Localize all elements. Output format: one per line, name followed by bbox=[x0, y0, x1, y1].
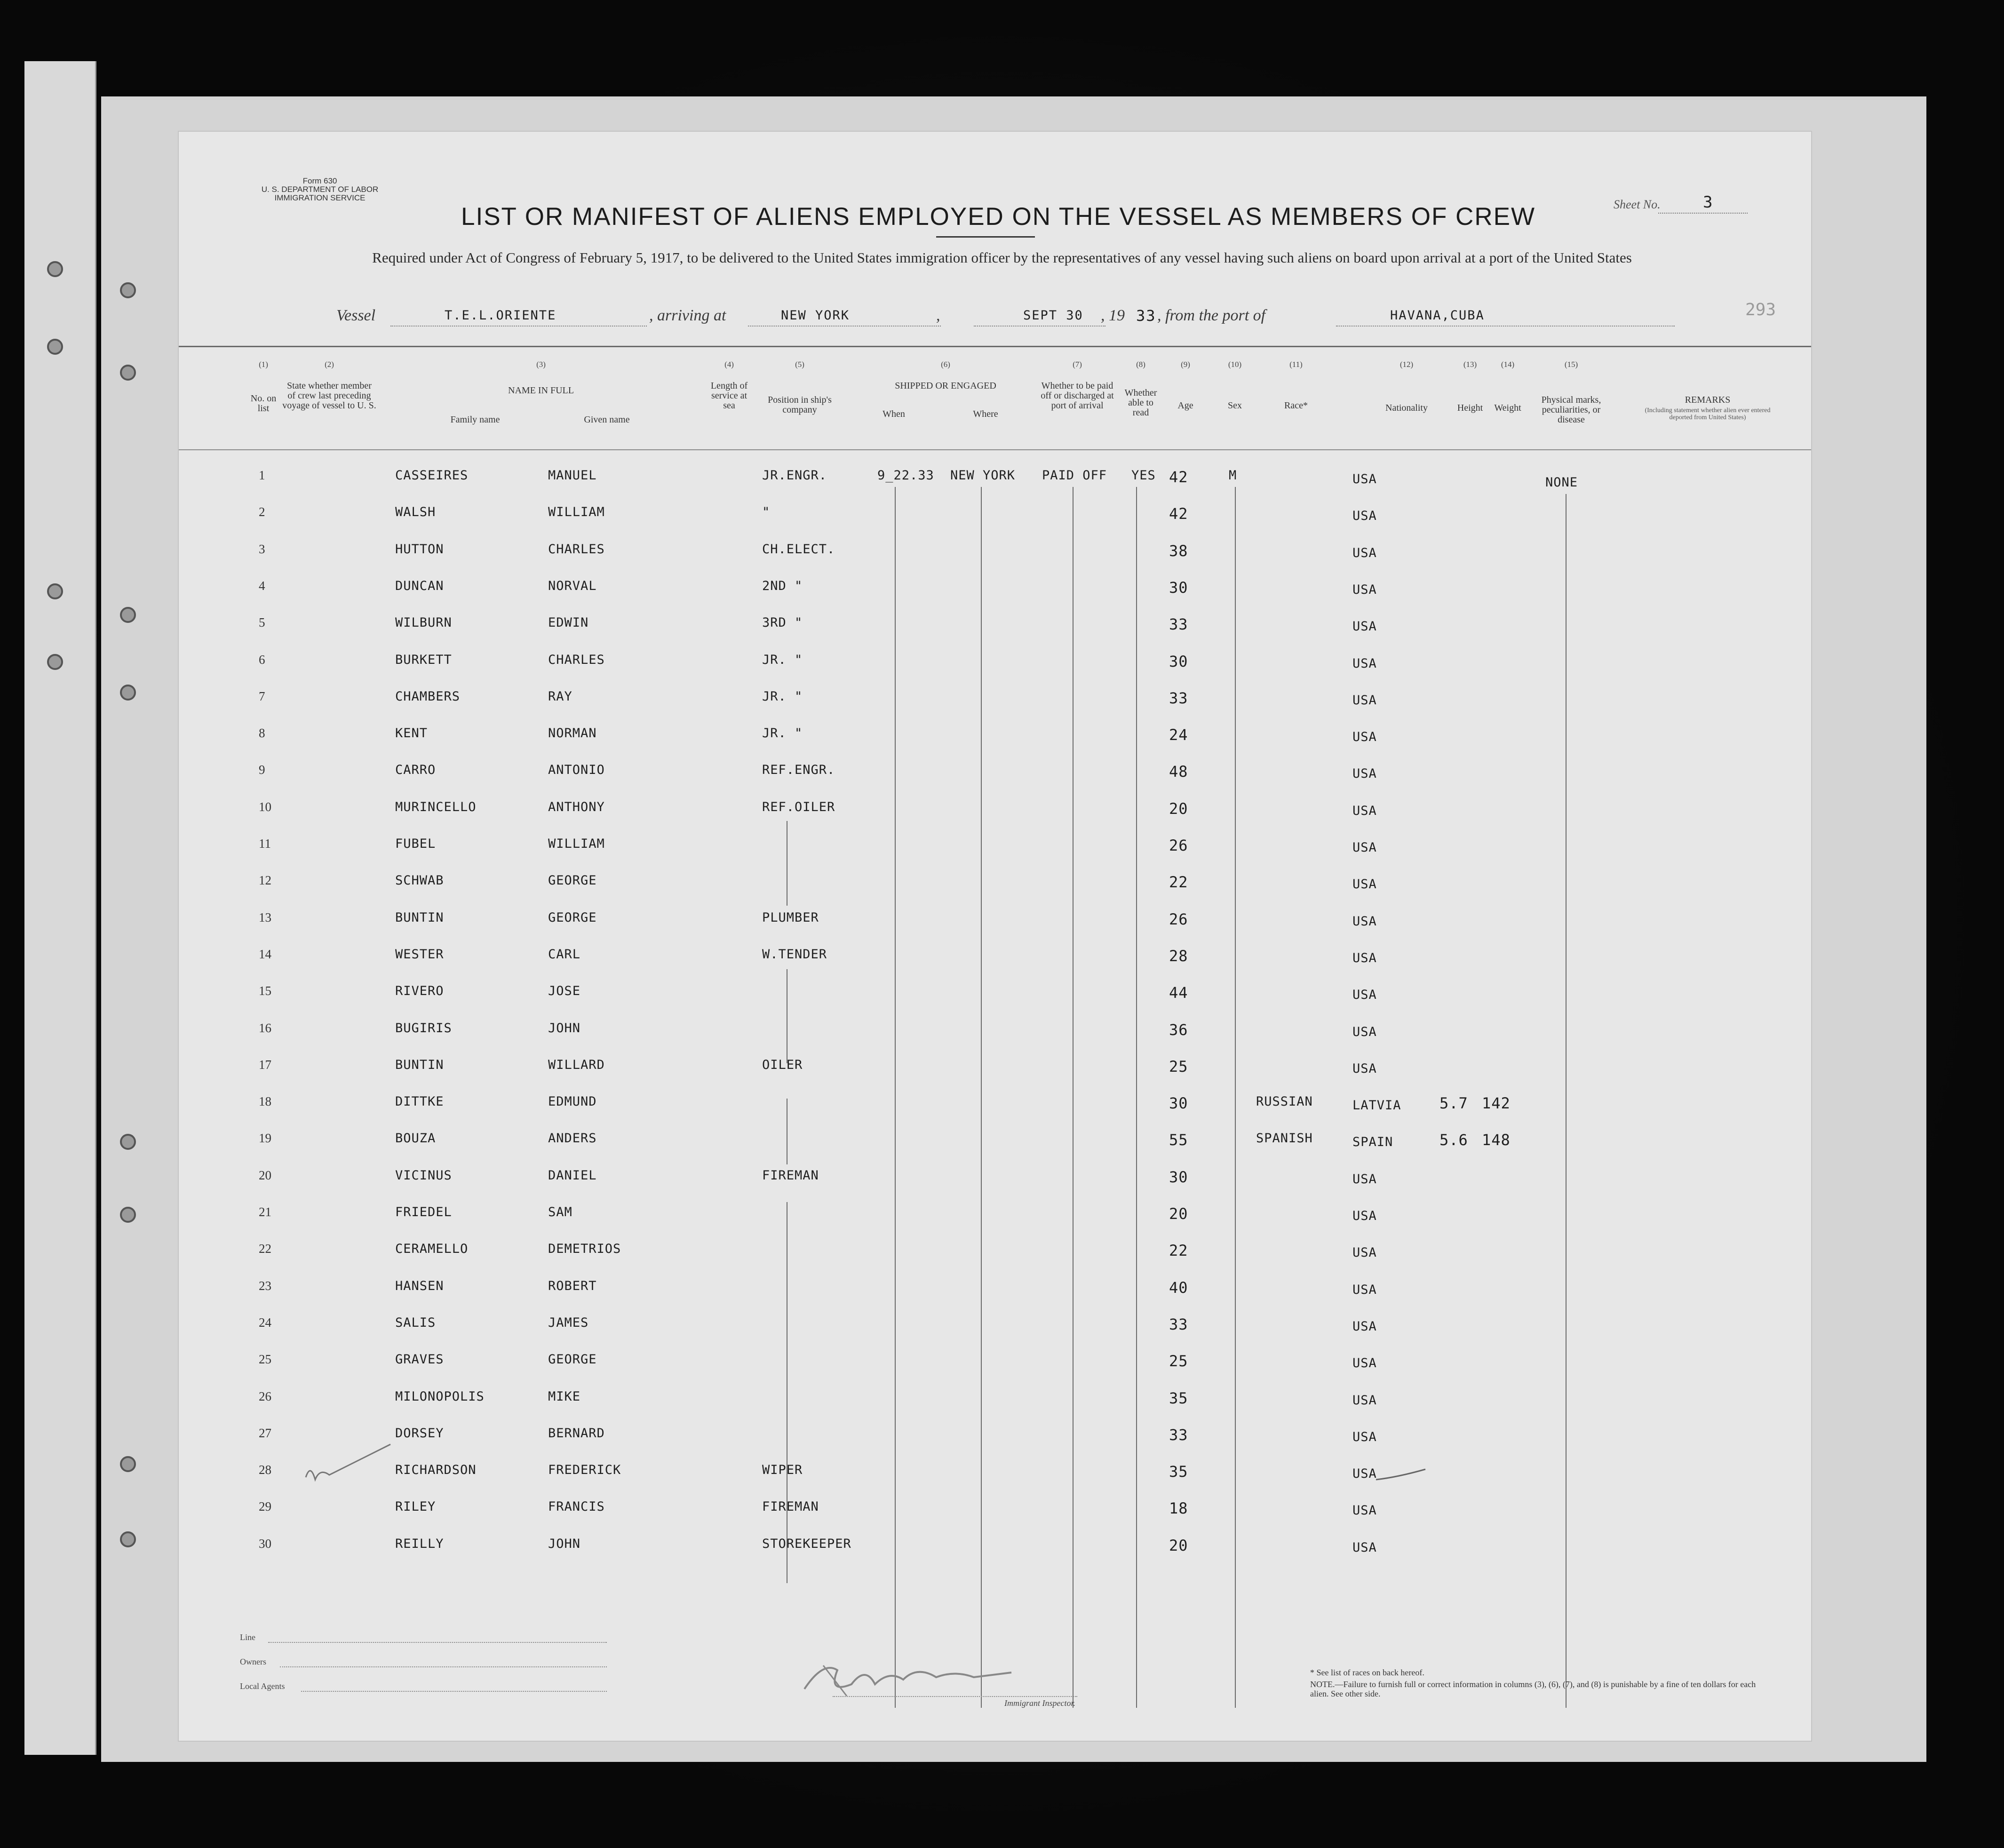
date-rule bbox=[974, 326, 1105, 327]
given-name: ANTHONY bbox=[548, 799, 605, 814]
given-name: WILLIAM bbox=[548, 505, 605, 520]
row-number: 6 bbox=[259, 652, 265, 667]
binder-hole bbox=[120, 1134, 136, 1150]
binder-hole bbox=[120, 685, 136, 701]
nationality: USA bbox=[1352, 1319, 1377, 1334]
given-name: GEORGE bbox=[548, 1352, 597, 1367]
given-name: WILLIAM bbox=[548, 836, 605, 851]
given-name: CARL bbox=[548, 947, 581, 962]
nationality: USA bbox=[1352, 1171, 1377, 1187]
vessel-label: Vessel bbox=[336, 307, 376, 324]
age: 55 bbox=[1169, 1131, 1188, 1149]
title-rule bbox=[936, 236, 1035, 238]
ditto-line-where bbox=[981, 487, 982, 1708]
manifest-page: Form 630 U. S. DEPARTMENT OF LABOR IMMIGRATION SERVICE LIST OR MANIFEST OF ALIENS EMPLOYED ON THE VESSEL AS MEMBERS OF CREW Sheet No. 3 Required under Act of Congress of February 5, 1917, to be delivered to the United States immigration officer by the representatives of any vessel having such aliens on board upon arrival at a port of the United States Vessel T.E.L.ORIENTE , arriving at NEW YORK , SEPT 30 , 19 33 , from the port of HAVANA,CUBA 293 (1) No. on list (2) State whether member of crew last preceding voyage of vessel to U. S. (3) NAME IN FULL (4) Length of service at sea (5) Position in ship's company (6) SHIPPED OR ENGAGED (7) Whether to be paid off or discharged at port of arrival (8) Whether able to read (9) Age (10) Sex (11) Race* (12) Nationality (13) Height (14) Weight (15) Physical marks, peculiarities, or disease Family name Given name When Where REMARKS (Including statement whether alien ever entered deported from United States) 1 CASSEIRES MANUEL JR.ENGR. 42 USA 2 WALSH WILLIAM " 42 USA 3 HUTTON CHARLES CH.ELECT. 38 USA 4 DUNCAN NORVAL 2ND " 30 USA 5 WILBURN EDWIN 3RD " 33 USA 6 BURKETT CHARLES JR. " 30 USA 7 CHAMBERS RAY JR. " 33 USA 8 KENT NORMAN JR. " 24 USA 9 CARRO ANTONIO REF.ENGR. 48 USA 10 MURINCELLO ANTHONY REF.OILER 20 USA 11 FUBEL WILLIAM 26 USA 12 SCHWAB GEORGE 22 USA 13 BUNTIN GEORGE PLUMBER 26 USA 14 WESTER CARL W.TENDER 28 USA 15 RIVERO JOSE 44 USA 16 BUGIRIS JOHN 36 USA 17 BUNTIN WILLARD OILER 25 USA 18 DITTKE EDMUND 30 RUSSIAN LATVIA 5.7 142 19 BOUZA ANDERS 55 SPANISH SPAIN 5.6 148 20 VICINUS DANIEL FIREMAN 30 USA 21 FRIEDEL SAM 20 USA 22 CERAMELLO DEMETRIOS 22 USA 23 HANSEN ROBERT 40 USA 24 SALIS JAMES 33 USA 25 GRAVES GEORGE 25 USA 26 MILONOPOLIS MIKE 35 USA 27 DORSEY BERNARD 33 USA 28 RICHARDSON FREDERICK WIPER 35 USA 29 RILEY FRANCIS FIREMAN 18 USA 30 REILLY JOHN STOREKEEPER 20 USA 9_22.33 NEW YORK PAID OFF YES M NONE Line Owners Local Agents Immigrant Inspector. * See list of races on back hereof. NOTE.—Failure to furnish full or correct information in columns (3), (6), (7), and (8) is punishable by a fine of ten dollars for each alien. See other side. bbox=[179, 132, 1811, 1741]
height: 5.7 bbox=[1439, 1094, 1468, 1113]
family-name: BUGIRIS bbox=[395, 1020, 452, 1036]
age: 35 bbox=[1169, 1389, 1188, 1407]
position: 3RD " bbox=[762, 615, 803, 630]
family-name: RILEY bbox=[395, 1499, 436, 1514]
family-name: FRIEDEL bbox=[395, 1205, 452, 1219]
corner-number: 293 bbox=[1745, 300, 1776, 319]
age: 20 bbox=[1169, 1536, 1188, 1554]
column-number-c4: (4) bbox=[724, 360, 734, 369]
position: STOREKEEPER bbox=[762, 1536, 851, 1551]
given-name: EDMUND bbox=[548, 1094, 597, 1109]
given-name: RAY bbox=[548, 689, 573, 704]
family-name: HANSEN bbox=[395, 1278, 444, 1293]
row-number: 30 bbox=[259, 1536, 271, 1551]
age: 33 bbox=[1169, 615, 1188, 634]
nationality: USA bbox=[1352, 1393, 1377, 1408]
nationality: USA bbox=[1352, 1024, 1377, 1039]
position: JR. " bbox=[762, 689, 803, 704]
column-number-c2: (2) bbox=[325, 360, 334, 369]
family-name: FUBEL bbox=[395, 836, 436, 851]
family-name: WILBURN bbox=[395, 615, 452, 630]
inspector-label: Immigrant Inspector. bbox=[1004, 1698, 1075, 1708]
column-header-c10: Sex bbox=[1228, 400, 1242, 411]
owners-label: Owners bbox=[240, 1657, 266, 1666]
column-header-c8: Whether able to read bbox=[1124, 388, 1157, 418]
family-name: REILLY bbox=[395, 1536, 444, 1551]
subtitle: Required under Act of Congress of February 5, 1917, to be delivered to the United States immigration officer by the representatives of any vessel having such aliens on board upon arrival at a port of the United States bbox=[372, 249, 1632, 266]
binder-hole bbox=[47, 654, 63, 670]
nationality: USA bbox=[1352, 803, 1377, 818]
nationality: USA bbox=[1352, 914, 1377, 929]
family-name: DUNCAN bbox=[395, 578, 444, 593]
given-name: GEORGE bbox=[548, 910, 597, 925]
position: FIREMAN bbox=[762, 1499, 819, 1514]
family-name: VICINUS bbox=[395, 1168, 452, 1183]
family-name: HUTTON bbox=[395, 542, 444, 557]
age: 25 bbox=[1169, 1352, 1188, 1370]
binder-hole bbox=[47, 339, 63, 355]
nationality: USA bbox=[1352, 619, 1377, 634]
nationality: USA bbox=[1352, 766, 1377, 781]
age: 44 bbox=[1169, 984, 1188, 1002]
given-name: EDWIN bbox=[548, 615, 589, 630]
given-name: NORMAN bbox=[548, 726, 597, 741]
row-number: 11 bbox=[259, 836, 271, 851]
nationality: USA bbox=[1352, 1245, 1377, 1260]
column-header-c4: Length of service at sea bbox=[710, 381, 748, 411]
given-name: CHARLES bbox=[548, 652, 605, 667]
given-name: NORVAL bbox=[548, 578, 597, 593]
age: 26 bbox=[1169, 910, 1188, 928]
column-number-c11: (11) bbox=[1289, 360, 1303, 369]
nationality: USA bbox=[1352, 472, 1377, 486]
age: 42 bbox=[1169, 468, 1188, 486]
given-name: SAM bbox=[548, 1205, 573, 1219]
given-name: ROBERT bbox=[548, 1278, 597, 1293]
family-name: DITTKE bbox=[395, 1094, 444, 1109]
family-name: BUNTIN bbox=[395, 1057, 444, 1072]
age: 28 bbox=[1169, 947, 1188, 965]
footnote-penalty: NOTE.—Failure to furnish full or correct information in columns (3), (6), (7), and (8) is punishable by a fine of ten dollars for each alien. See other side. bbox=[1310, 1680, 1756, 1698]
when-subheader: When bbox=[883, 409, 905, 419]
column-header-c13: Height bbox=[1457, 403, 1483, 413]
nationality: USA bbox=[1352, 988, 1377, 1003]
nationality: USA bbox=[1352, 1429, 1377, 1444]
family-name: MILONOPOLIS bbox=[395, 1389, 485, 1404]
age: 30 bbox=[1169, 1094, 1188, 1113]
row-number: 26 bbox=[259, 1389, 271, 1403]
column-number-c5: (5) bbox=[795, 360, 804, 369]
column-number-c10: (10) bbox=[1228, 360, 1242, 369]
nationality: USA bbox=[1352, 1282, 1377, 1297]
margin-check-mark bbox=[301, 1435, 400, 1487]
given-name: MIKE bbox=[548, 1389, 581, 1404]
column-number-c1: (1) bbox=[259, 360, 268, 369]
given-name: JOSE bbox=[548, 984, 581, 999]
position: WIPER bbox=[762, 1463, 803, 1478]
given-name: JOHN bbox=[548, 1536, 581, 1551]
family-name: SCHWAB bbox=[395, 873, 444, 888]
owners-rule bbox=[280, 1666, 607, 1667]
from-port: HAVANA,CUBA bbox=[1390, 308, 1485, 323]
footnote-races: * See list of races on back hereof. bbox=[1310, 1668, 1424, 1677]
able-to-read: YES bbox=[1131, 468, 1156, 483]
row-number: 16 bbox=[259, 1020, 271, 1035]
row-number: 13 bbox=[259, 910, 271, 924]
family-name: WESTER bbox=[395, 947, 444, 962]
given-name: FRANCIS bbox=[548, 1499, 605, 1514]
column-header-c7: Whether to be paid off or discharged at port of arrival bbox=[1041, 381, 1114, 411]
header-bottom-rule bbox=[179, 449, 1811, 450]
department: U. S. DEPARTMENT OF LABOR bbox=[261, 185, 379, 194]
year-label: , 19 bbox=[1101, 307, 1125, 324]
local-agents-label: Local Agents bbox=[240, 1681, 285, 1691]
row-number: 24 bbox=[259, 1315, 271, 1330]
position: W.TENDER bbox=[762, 947, 827, 962]
row-number: 15 bbox=[259, 984, 271, 998]
given-name: ANDERS bbox=[548, 1131, 597, 1146]
binder-hole bbox=[47, 583, 63, 599]
given-name: JAMES bbox=[548, 1315, 589, 1330]
row-number: 19 bbox=[259, 1131, 271, 1146]
nationality: USA bbox=[1352, 730, 1377, 745]
given-name: FREDERICK bbox=[548, 1463, 621, 1478]
age: 25 bbox=[1169, 1057, 1188, 1075]
column-number-c7: (7) bbox=[1073, 360, 1082, 369]
position: OILER bbox=[762, 1057, 803, 1072]
line-label: Line bbox=[240, 1633, 255, 1642]
nationality: USA bbox=[1352, 1209, 1377, 1223]
ditto-line-when bbox=[895, 487, 896, 1708]
row-number: 4 bbox=[259, 578, 265, 593]
weight: 142 bbox=[1482, 1094, 1511, 1113]
family-name: BOUZA bbox=[395, 1131, 436, 1146]
vessel-name: T.E.L.ORIENTE bbox=[445, 308, 557, 323]
shipped-when: 9_22.33 bbox=[877, 468, 934, 483]
row-number: 28 bbox=[259, 1463, 271, 1477]
nationality: USA bbox=[1352, 656, 1377, 671]
row-number: 18 bbox=[259, 1094, 271, 1109]
age: 26 bbox=[1169, 836, 1188, 854]
nationality: USA bbox=[1352, 1356, 1377, 1371]
position: JR. " bbox=[762, 652, 803, 667]
column-number-c3: (3) bbox=[536, 360, 546, 369]
agents-rule bbox=[301, 1691, 607, 1692]
row-number: 22 bbox=[259, 1242, 271, 1256]
position: FIREMAN bbox=[762, 1168, 819, 1183]
age: 33 bbox=[1169, 1315, 1188, 1333]
family-name: CHAMBERS bbox=[395, 689, 461, 704]
column-header-c15: Physical marks, peculiarities, or disease bbox=[1541, 395, 1601, 425]
age: 33 bbox=[1169, 1426, 1188, 1444]
header-top-rule bbox=[179, 346, 1811, 347]
row-number: 27 bbox=[259, 1426, 271, 1440]
column-header-c5: Position in ship's company bbox=[768, 395, 832, 415]
family-name: BURKETT bbox=[395, 652, 452, 667]
nationality: USA bbox=[1352, 509, 1377, 524]
column-header-c6: SHIPPED OR ENGAGED bbox=[895, 381, 996, 391]
physical-marks: NONE bbox=[1545, 475, 1578, 490]
family-name: BUNTIN bbox=[395, 910, 444, 925]
family-name: KENT bbox=[395, 726, 428, 741]
vessel-rule bbox=[390, 326, 647, 327]
race: RUSSIAN bbox=[1256, 1094, 1313, 1109]
weight: 148 bbox=[1482, 1131, 1511, 1149]
usa-check-mark bbox=[1374, 1466, 1430, 1484]
sex: M bbox=[1229, 468, 1237, 483]
position: PLUMBER bbox=[762, 910, 819, 925]
family-name: WALSH bbox=[395, 505, 436, 520]
row-number: 8 bbox=[259, 726, 265, 741]
column-number-c12: (12) bbox=[1400, 360, 1414, 369]
row-number: 29 bbox=[259, 1499, 271, 1514]
nationality: USA bbox=[1352, 1061, 1377, 1076]
position: JR. " bbox=[762, 726, 803, 741]
age: 42 bbox=[1169, 505, 1188, 523]
age: 20 bbox=[1169, 799, 1188, 818]
ditto-line-paid bbox=[1073, 487, 1074, 1708]
nationality: USA bbox=[1352, 582, 1377, 597]
given-name-subheader: Given name bbox=[584, 414, 630, 425]
line-rule bbox=[268, 1642, 607, 1643]
nationality: USA bbox=[1352, 693, 1377, 708]
row-number: 23 bbox=[259, 1278, 271, 1293]
race: SPANISH bbox=[1256, 1131, 1313, 1146]
from-port-label: , from the port of bbox=[1157, 307, 1266, 324]
row-number: 2 bbox=[259, 505, 265, 519]
column-number-c6: (6) bbox=[941, 360, 950, 369]
row-number: 1 bbox=[259, 468, 265, 482]
age: 40 bbox=[1169, 1278, 1188, 1297]
column-header-c11: Race* bbox=[1284, 400, 1308, 411]
shipped-where: NEW YORK bbox=[950, 468, 1016, 483]
given-name: DEMETRIOS bbox=[548, 1242, 621, 1257]
binder-hole bbox=[120, 1207, 136, 1223]
given-name: DANIEL bbox=[548, 1168, 597, 1183]
arriving-label: , arriving at bbox=[649, 307, 726, 324]
position: 2ND " bbox=[762, 578, 803, 593]
ditto-line-read bbox=[1136, 487, 1137, 1708]
nationality: USA bbox=[1352, 1466, 1377, 1482]
sheet-line bbox=[1658, 213, 1748, 214]
where-subheader: Where bbox=[973, 409, 998, 419]
column-header-c1: No. on list bbox=[250, 393, 277, 414]
given-name: WILLARD bbox=[548, 1057, 605, 1072]
age: 33 bbox=[1169, 689, 1188, 707]
arrival-year: 33 bbox=[1136, 307, 1156, 325]
nationality: LATVIA bbox=[1352, 1098, 1401, 1113]
given-name: CHARLES bbox=[548, 542, 605, 557]
age: 24 bbox=[1169, 726, 1188, 744]
age: 30 bbox=[1169, 1168, 1188, 1186]
row-number: 21 bbox=[259, 1205, 271, 1219]
arrival-port: NEW YORK bbox=[781, 308, 850, 323]
binder-hole bbox=[120, 282, 136, 298]
age: 48 bbox=[1169, 763, 1188, 781]
position: JR.ENGR. bbox=[762, 468, 827, 483]
arriving-rule bbox=[748, 326, 941, 327]
family-name: RICHARDSON bbox=[395, 1463, 477, 1478]
page-title: LIST OR MANIFEST OF ALIENS EMPLOYED ON THE VESSEL AS MEMBERS OF CREW bbox=[461, 203, 1535, 231]
row-number: 3 bbox=[259, 542, 265, 556]
binder-hole bbox=[120, 1456, 136, 1472]
row-number: 10 bbox=[259, 799, 271, 814]
nationality: USA bbox=[1352, 545, 1377, 560]
age: 22 bbox=[1169, 1242, 1188, 1260]
binder-hole bbox=[120, 607, 136, 623]
position: " bbox=[762, 505, 771, 520]
remarks-header: REMARKS bbox=[1685, 395, 1731, 405]
age: 30 bbox=[1169, 578, 1188, 597]
nationality: USA bbox=[1352, 877, 1377, 892]
sheet-label: Sheet No. bbox=[1614, 198, 1661, 211]
height: 5.6 bbox=[1439, 1131, 1468, 1149]
age: 18 bbox=[1169, 1499, 1188, 1518]
column-number-c14: (14) bbox=[1501, 360, 1515, 369]
family-name: DORSEY bbox=[395, 1426, 444, 1441]
from-port-rule bbox=[1336, 326, 1675, 327]
family-name: RIVERO bbox=[395, 984, 444, 999]
paid-off: PAID OFF bbox=[1042, 468, 1107, 483]
age: 38 bbox=[1169, 542, 1188, 560]
position: CH.ELECT. bbox=[762, 542, 835, 557]
row-number: 25 bbox=[259, 1352, 271, 1367]
family-name: MURINCELLO bbox=[395, 799, 477, 814]
binder-hole bbox=[120, 1531, 136, 1547]
family-name: GRAVES bbox=[395, 1352, 444, 1367]
nationality: USA bbox=[1352, 950, 1377, 965]
form-number: Form 630 bbox=[302, 176, 337, 185]
given-name: JOHN bbox=[548, 1020, 581, 1036]
remarks-subheader: (Including statement whether alien ever entered deported from United States) bbox=[1645, 407, 1771, 421]
row-number: 17 bbox=[259, 1057, 271, 1072]
row-number: 12 bbox=[259, 873, 271, 888]
column-header-c14: Weight bbox=[1494, 403, 1521, 413]
binder-hole bbox=[120, 365, 136, 381]
service: IMMIGRATION SERVICE bbox=[274, 193, 366, 202]
family-name: CERAMELLO bbox=[395, 1242, 469, 1257]
given-name: MANUEL bbox=[548, 468, 597, 483]
family-name: CARRO bbox=[395, 763, 436, 778]
nationality: USA bbox=[1352, 840, 1377, 855]
family-name: SALIS bbox=[395, 1315, 436, 1330]
column-header-c3: NAME IN FULL bbox=[508, 385, 574, 396]
row-number: 5 bbox=[259, 615, 265, 630]
binder-strip bbox=[24, 61, 96, 1755]
age: 36 bbox=[1169, 1020, 1188, 1039]
nationality: USA bbox=[1352, 1540, 1377, 1555]
age: 20 bbox=[1169, 1205, 1188, 1223]
inspector-signature bbox=[795, 1651, 1021, 1703]
nationality: SPAIN bbox=[1352, 1135, 1393, 1150]
given-name: ANTONIO bbox=[548, 763, 605, 778]
inspector-rule bbox=[833, 1696, 1077, 1697]
position: REF.ENGR. bbox=[762, 763, 835, 778]
row-number: 9 bbox=[259, 763, 265, 777]
family-name: CASSEIRES bbox=[395, 468, 469, 483]
column-number-c13: (13) bbox=[1463, 360, 1477, 369]
ditto-line-sex bbox=[1235, 487, 1236, 1708]
given-name: GEORGE bbox=[548, 873, 597, 888]
column-number-c9: (9) bbox=[1181, 360, 1190, 369]
sheet-number: 3 bbox=[1703, 193, 1713, 212]
column-header-c9: Age bbox=[1177, 400, 1193, 411]
column-number-c8: (8) bbox=[1136, 360, 1145, 369]
age: 35 bbox=[1169, 1463, 1188, 1481]
arrival-date: SEPT 30 bbox=[1023, 308, 1083, 323]
age: 22 bbox=[1169, 873, 1188, 892]
column-header-c2: State whether member of crew last preceding voyage of vessel to U. S. bbox=[282, 381, 376, 411]
age: 30 bbox=[1169, 652, 1188, 670]
row-number: 7 bbox=[259, 689, 265, 703]
given-name: BERNARD bbox=[548, 1426, 605, 1441]
row-number: 14 bbox=[259, 947, 271, 961]
position: REF.OILER bbox=[762, 799, 835, 814]
family-name-subheader: Family name bbox=[450, 414, 500, 425]
column-number-c15: (15) bbox=[1564, 360, 1578, 369]
column-header-c12: Nationality bbox=[1385, 403, 1428, 413]
ditto-line-physical bbox=[1566, 494, 1567, 1708]
row-number: 20 bbox=[259, 1168, 271, 1182]
form-identifier bbox=[240, 177, 400, 202]
nationality: USA bbox=[1352, 1503, 1377, 1518]
binder-hole bbox=[47, 261, 63, 277]
